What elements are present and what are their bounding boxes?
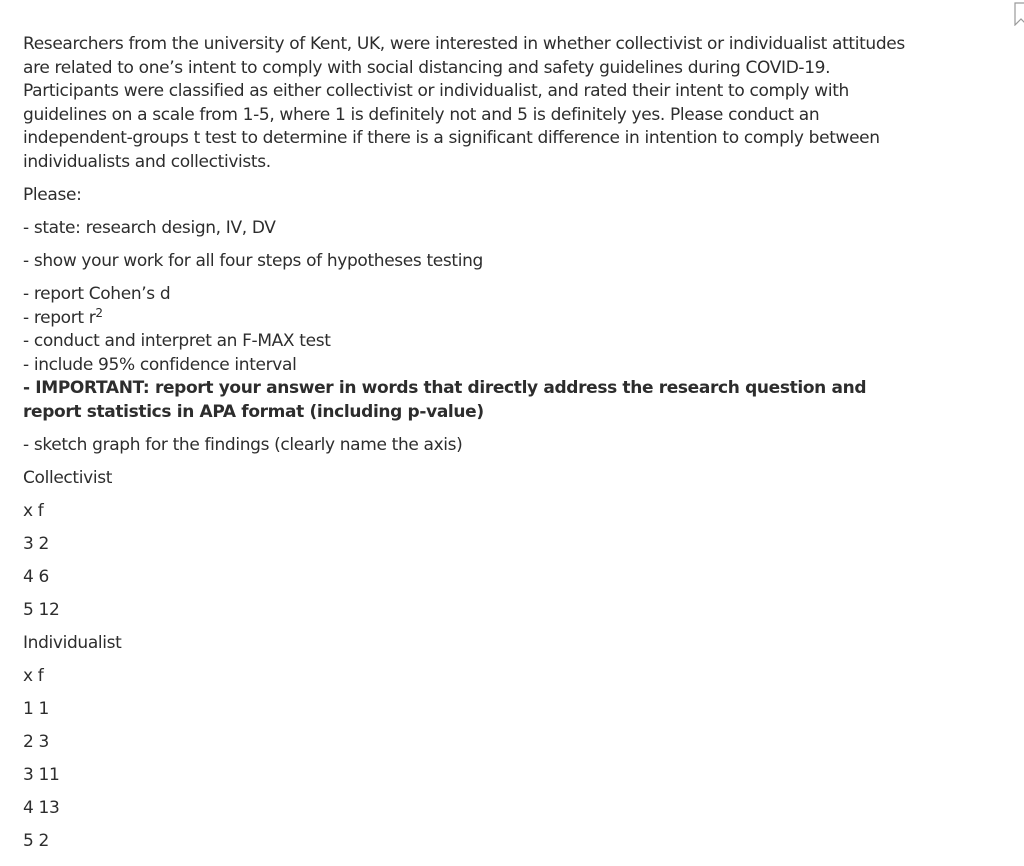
task-steps: - show your work for all four steps of hypotheses testing (23, 250, 483, 271)
task-ci: - include 95% confidence interval (23, 354, 297, 375)
task-graph: - sketch graph for the findings (clearly name the axis) (23, 434, 463, 455)
please-label: Please: (23, 184, 82, 205)
individualist-header: x f (23, 665, 44, 686)
task-r-squared-exponent: 2 (95, 305, 103, 320)
task-r-squared-text: - report r (23, 307, 96, 328)
task-r-squared (23, 307, 913, 331)
task-fmax: - conduct and interpret an F-MAX test (23, 331, 331, 352)
bookmark-icon[interactable] (1014, 2, 1024, 26)
collectivist-label: Collectivist (23, 467, 113, 488)
task-important: - IMPORTANT: report your answer in words that directly address the research question and report statistics in APA format (including p-value) (23, 378, 867, 422)
individualist-label: Individualist (23, 632, 122, 653)
individualist-row: 2 3 (23, 731, 49, 752)
individualist-row: 4 13 (23, 797, 60, 818)
question-body (23, 33, 913, 853)
collectivist-row: 3 2 (23, 533, 49, 554)
task-cohens-d: - report Cohen’s d (23, 283, 171, 304)
collectivist-row: 4 6 (23, 566, 49, 587)
collectivist-row: 5 12 (23, 599, 60, 620)
individualist-row: 5 2 (23, 830, 49, 851)
collectivist-header: x f (23, 500, 44, 521)
question-intro: Researchers from the university of Kent, UK, were interested in whether collectivist or individualist attitudes are related to one’s intent to comply with social distancing and safety guidelines during COVID-19. Participants were classified as either collectivist or individualist, and rated their intent to comply with guidelines on a scale from 1-5, where 1 is definitely not and 5 is definitely yes. Please conduct an independent-groups t test to determine if there is a significant difference in intention to comply between individualists and collectivists. (23, 34, 905, 172)
task-state: - state: research design, IV, DV (23, 217, 276, 238)
individualist-row: 1 1 (23, 698, 49, 719)
individualist-row: 3 11 (23, 764, 60, 785)
